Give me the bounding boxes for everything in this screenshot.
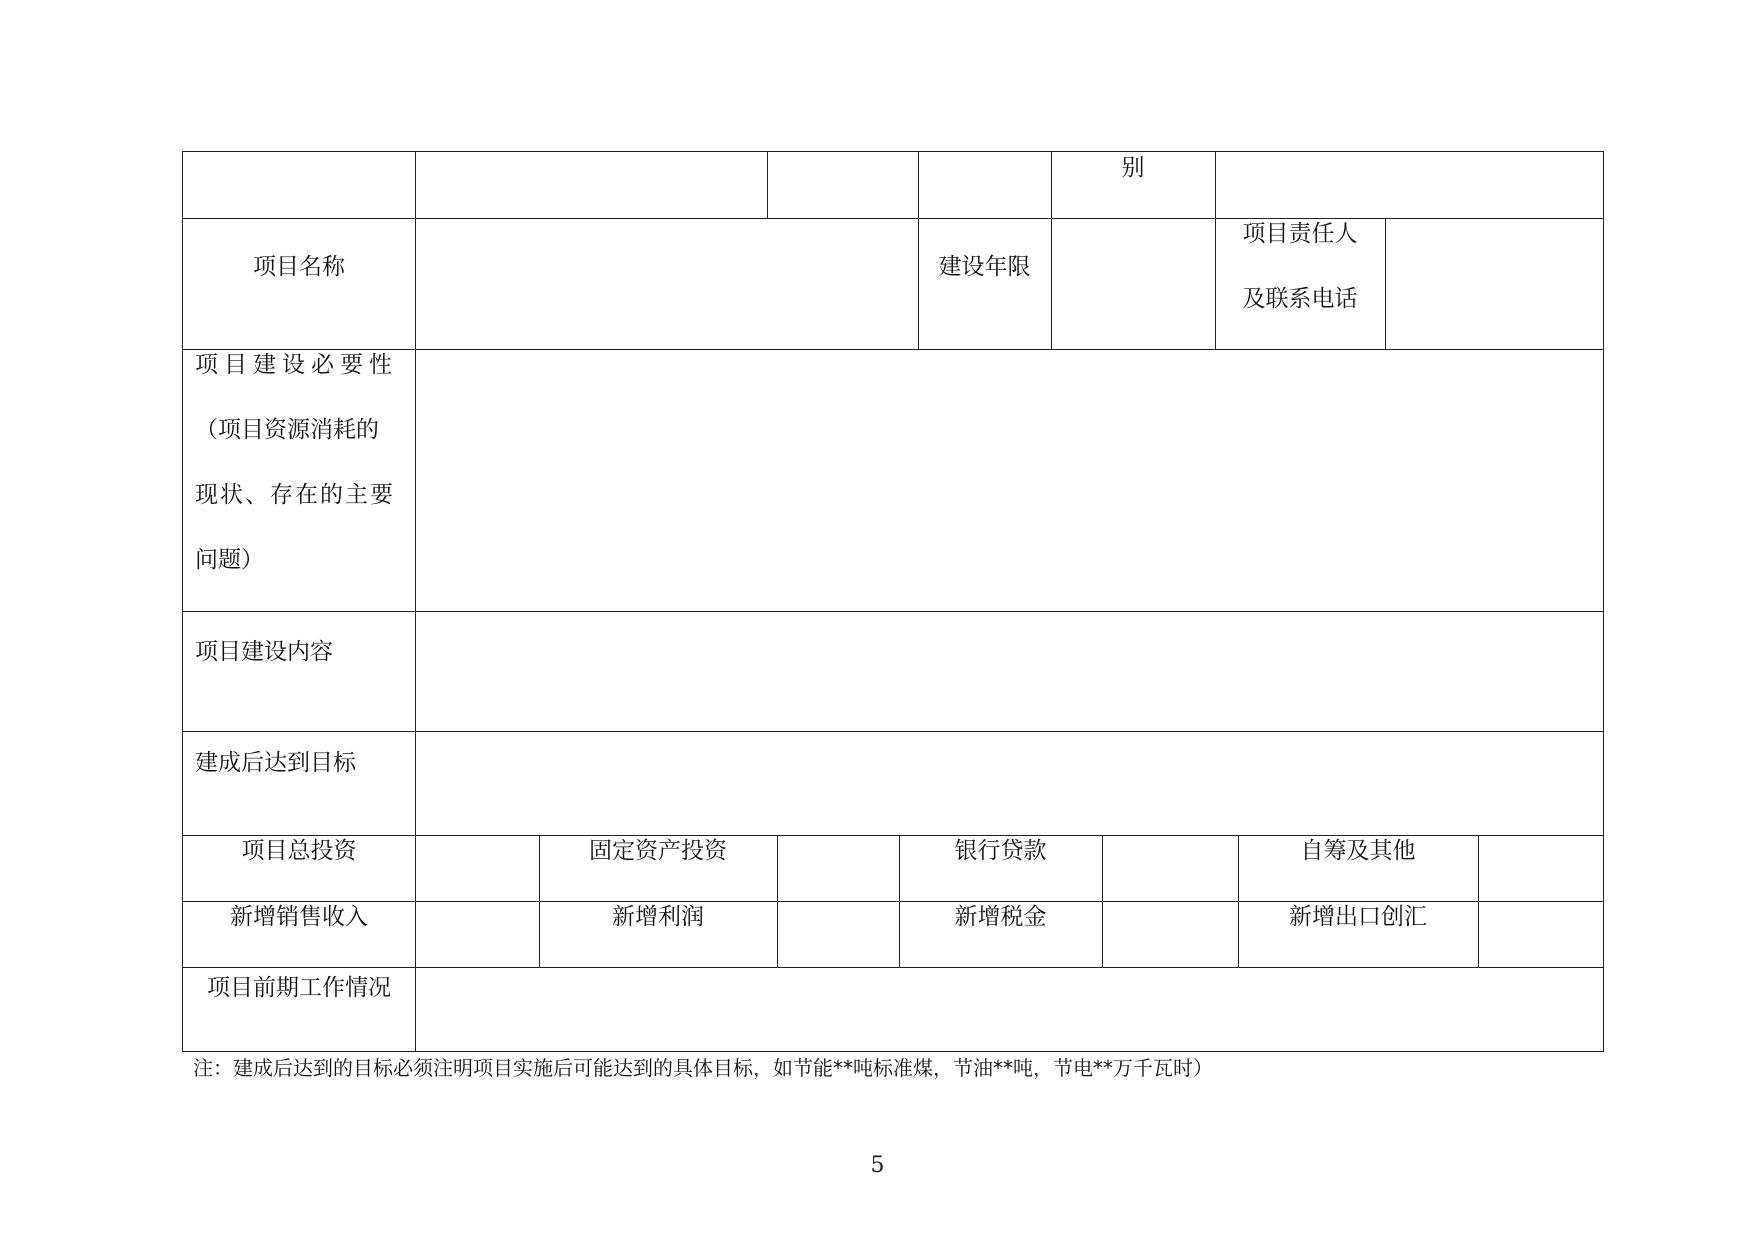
page-number: 5 bbox=[870, 1153, 885, 1178]
contact-phone-label: 及联系电话 bbox=[1242, 286, 1358, 312]
target-label: 建成后达到目标 bbox=[195, 750, 356, 776]
project-name-label: 项目名称 bbox=[253, 254, 345, 280]
footnote: 注：建成后达到的目标必须注明项目实施后可能达到的具体目标，如节能**吨标准煤，节油**吨，节电**万千瓦时） bbox=[193, 1056, 1213, 1080]
row-divider bbox=[183, 349, 1603, 350]
construction-period-label: 建设年限 bbox=[938, 254, 1031, 280]
necessity-label-line: 项目建设必要性 bbox=[195, 352, 398, 378]
column-divider bbox=[1102, 835, 1103, 967]
sales-revenue-label: 新增销售收入 bbox=[230, 904, 368, 930]
row-divider bbox=[183, 835, 1603, 836]
row-divider bbox=[183, 967, 1603, 968]
tax-label: 新增税金 bbox=[954, 904, 1047, 930]
row-divider bbox=[183, 901, 1603, 902]
necessity-label-line: 问题） bbox=[195, 547, 264, 573]
row-divider bbox=[183, 611, 1603, 612]
row1-label: 别 bbox=[1121, 155, 1145, 181]
project-form-table bbox=[182, 151, 1604, 1052]
column-divider bbox=[1385, 218, 1386, 349]
column-divider bbox=[1215, 152, 1216, 349]
row-divider bbox=[183, 731, 1603, 732]
necessity-label-line: 现状、存在的主要 bbox=[195, 482, 395, 508]
total-investment-label: 项目总投资 bbox=[241, 838, 357, 864]
column-divider bbox=[777, 835, 778, 967]
bank-loan-label: 银行贷款 bbox=[954, 838, 1047, 864]
fixed-assets-label: 固定资产投资 bbox=[589, 838, 727, 864]
row-divider bbox=[183, 218, 1603, 219]
export-label: 新增出口创汇 bbox=[1289, 904, 1427, 930]
column-divider bbox=[767, 152, 768, 218]
column-divider bbox=[918, 152, 919, 349]
responsible-person-label: 项目责任人 bbox=[1242, 221, 1358, 247]
column-divider bbox=[415, 152, 416, 1051]
self-raised-label: 自筹及其他 bbox=[1300, 838, 1416, 864]
construction-content-label: 项目建设内容 bbox=[195, 639, 333, 665]
preliminary-work-label: 项目前期工作情况 bbox=[207, 975, 391, 1001]
necessity-label-line: （项目资源消耗的 bbox=[195, 417, 379, 443]
column-divider bbox=[1478, 835, 1479, 967]
profit-label: 新增利润 bbox=[612, 904, 704, 930]
